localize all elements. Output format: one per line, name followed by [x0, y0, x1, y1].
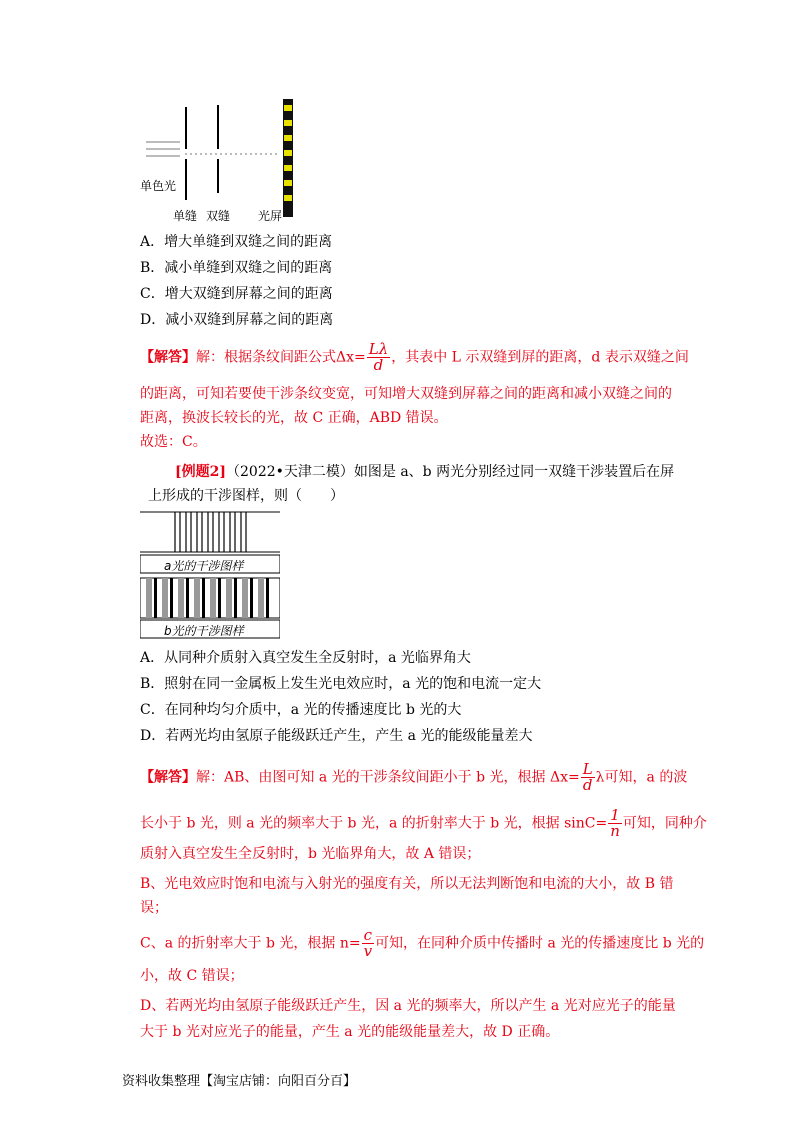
q1-option-d: D．减小双缝到屏幕之间的距离	[140, 312, 334, 328]
q1-option-c: C．增大双缝到屏幕之间的距离	[140, 286, 333, 302]
q2-answer-line-8: D、若两光均由氢原子能级跃迁产生，因 a 光的频率大，所以产生 a 光对应光子的能量	[140, 998, 676, 1014]
fraction-1-over-n: $\frac{1}{n}$	[610, 806, 620, 840]
q1-answer-line-3: 距离，换波长较长的光，故 C 正确，ABD 错误。	[140, 410, 448, 426]
fraction-L-lambda-over-d: $\frac{L\lambda}{d}$	[368, 340, 389, 374]
light-screen	[283, 99, 293, 217]
q2-option-b: B．照射在同一金属板上发生光电效应时，a 光的饱和电流一定大	[140, 676, 542, 692]
q1-option-b: B．减小单缝到双缝之间的距离	[140, 260, 333, 276]
label-single-slit: 单缝	[173, 209, 198, 223]
q1-answer-line-2: 的距离，可知若要使干涉条纹变宽，可知增大双缝到屏幕之间的距离和减小双缝之间的	[140, 386, 672, 402]
q2-option-a: A．从同种介质射入真空发生全反射时，a 光临界角大	[140, 650, 471, 666]
q2-answer-line-6: C、a 的折射率大于 b 光，根据 n= $\frac{c}{v}$ 可知，在同种介质中传播时 a 光的传播速度比 b 光的	[140, 926, 705, 960]
answer-text: 解：根据条纹间距公式Δx=	[196, 349, 366, 366]
double-slit-svg	[140, 95, 310, 225]
q2-option-c: C．在同种均匀介质中，a 光的传播速度比 b 光的大	[140, 702, 462, 718]
answer-tag: 【解答】	[140, 349, 196, 366]
interference-patterns-figure	[140, 510, 280, 640]
interference-svg	[140, 510, 280, 640]
fraction-L-over-d: $\frac{L}{d}$	[582, 760, 593, 794]
q2-answer-line-3: 质射入真空发生全反射时，b 光临界角大，故 A 错误；	[140, 846, 481, 862]
q2-answer-line-1: 【解答】解：AB、由图可知 a 光的干涉条纹间距小于 b 光，根据 Δx= $\frac{L}{d}$ λ可知，a 的波	[140, 760, 688, 794]
q2-answer-line-5: 误；	[140, 900, 168, 916]
answer-tag: 【解答】	[140, 769, 196, 786]
q1-option-a: A．增大单缝到双缝之间的距离	[140, 234, 333, 250]
q2-answer-line-7: 小，故 C 错误；	[140, 968, 244, 984]
label-double-slit: 双缝	[206, 209, 231, 223]
double-slit-diagram	[140, 95, 310, 225]
q1-choice: 故选：C。	[140, 434, 207, 450]
q1-answer-line-1: 【解答】解：根据条纹间距公式Δx= $\frac{L\lambda}{d}$ ，其表中 L 示双缝到屏的距离，d 表示双缝之间	[140, 340, 689, 374]
label-light-screen: 光屏	[258, 209, 283, 223]
example2-line-2: 上形成的干涉图样，则（ ）	[148, 488, 344, 504]
label-a-pattern: a光的干涉图样	[164, 559, 244, 573]
label-b-pattern: b光的干涉图样	[164, 624, 244, 638]
incident-light-rays	[146, 142, 280, 156]
footer-note: 资料收集整理【淘宝店铺：向阳百分百】	[122, 1074, 357, 1089]
q2-answer-line-2: 长小于 b 光，则 a 光的频率大于 b 光，a 的折射率大于 b 光，根据 sinC= $\frac{1}{n}$ 可知，同种介	[140, 806, 707, 840]
q2-option-d: D．若两光均由氢原子能级跃迁产生，产生 a 光的能级能量差大	[140, 728, 533, 744]
label-monochromatic-light: 单色光	[140, 179, 177, 193]
example-tag: [例题2]	[175, 464, 226, 480]
q2-answer-line-9: 大于 b 光对应光子的能量，产生 a 光的能级能量差大，故 D 正确。	[140, 1024, 560, 1040]
q2-answer-line-4: B、光电效应时饱和电流与入射光的强度有关，所以无法判断饱和电流的大小，故 B 错	[140, 876, 674, 892]
fraction-c-over-v: $\frac{c}{v}$	[363, 926, 373, 960]
example2-line-1: [例题2]（2022•天津二模）如图是 a、b 两光分别经过同一双缝干涉装置后在屏	[175, 464, 675, 480]
